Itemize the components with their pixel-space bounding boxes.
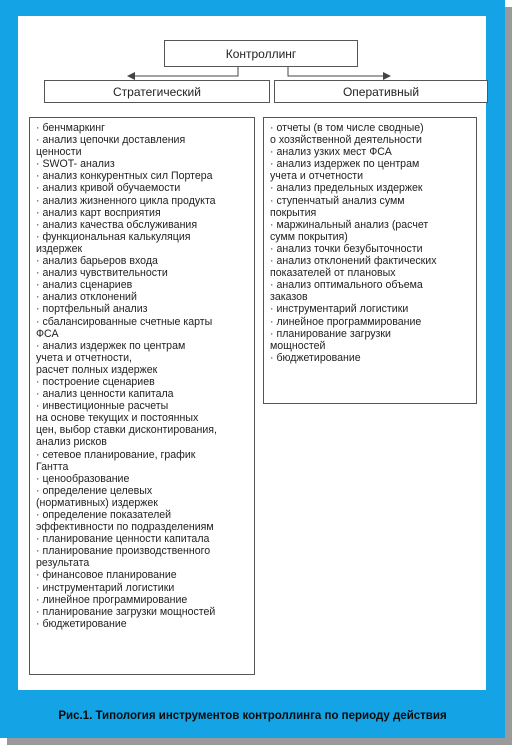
strategic-list-item: · анализ барьеров входа [36, 255, 158, 268]
strategic-list-item: · анализ ценности капитала [36, 388, 174, 401]
operative-list-item: · маржинальный анализ (расчет [270, 218, 429, 231]
operative-list-item: покрытия [270, 206, 317, 219]
operative-list-item: · линейное программирование [270, 315, 422, 328]
strategic-list-item: · функциональная калькуляция [36, 230, 191, 243]
root-label: Контроллинг [225, 46, 297, 61]
strategic-list-item: · анализ конкурентных сил Портера [36, 170, 213, 183]
strategic-list-item: · сбалансированные счетные карты [36, 315, 213, 328]
strategic-list-item: · анализ чувствительности [36, 267, 168, 280]
strategic-list-item: Гантта [36, 460, 69, 473]
strategic-list-item: · определение показателей [36, 509, 172, 521]
strategic-list-item: учета и отчетности, [36, 351, 132, 364]
operative-list-item: мощностей [270, 339, 326, 352]
strategic-list-item: · анализ качества обслуживания [36, 218, 198, 231]
strategic-list-item: · планирование загрузки мощностей [36, 605, 216, 618]
strategic-list-item: · ценообразование [36, 472, 130, 485]
operative-header-box [274, 80, 488, 103]
strategic-list-item: издержек [36, 242, 83, 255]
strategic-header-box [44, 80, 270, 103]
strategic-list-item: · анализ отклонений [36, 291, 137, 304]
strategic-list-item: эффективности по подразделениям [36, 521, 214, 534]
strategic-list-item: · анализ сценариев [36, 279, 133, 292]
strategic-list-item: · анализ издержек по центрам [36, 339, 186, 352]
strategic-list-item: · анализ кривой обучаемости [36, 182, 181, 195]
strategic-list-item: ФСА [36, 327, 59, 340]
controlling-root-box [164, 40, 358, 67]
figure-caption: Рис.1. Типология инструментов контроллинга по периоду действия [58, 710, 447, 722]
strategic-list-item: · финансовое планирование [36, 569, 177, 582]
strategic-list-item: · анализ цепочки доставления [36, 134, 186, 147]
operative-list-item: · анализ оптимального объема [270, 279, 423, 292]
strategic-list-item: · инвестиционные расчеты [36, 400, 169, 413]
strategic-list-item: · планирование производственного [36, 545, 211, 558]
strategic-list-item: ценности [36, 146, 82, 159]
operative-list-item: учета и отчетности [270, 170, 364, 183]
arrow-to-operative [288, 66, 390, 76]
operative-list-item: показателей от плановых [270, 267, 396, 280]
operative-list-item: · анализ узких мест ФСА [270, 146, 392, 159]
strategic-list-item: · портфельный анализ [36, 303, 148, 316]
operative-list-item: о хозяйственной деятельности [270, 134, 422, 147]
strategic-list-item: анализ рисков [36, 436, 107, 449]
strategic-list-item: · определение целевых [36, 484, 153, 497]
operative-list-item: · анализ издержек по центрам [270, 158, 420, 171]
operative-list-item: · отчеты (в том числе сводные) [270, 122, 424, 134]
strategic-list-item: · анализ жизненного цикла продукта [36, 194, 216, 207]
operative-list-item: · анализ точки безубыточности [270, 242, 423, 255]
strategic-label: Стратегический [113, 84, 201, 99]
operative-list-item: · бюджетирование [270, 351, 361, 364]
strategic-list-item: · SWOT- анализ [36, 158, 115, 171]
operative-list-item: заказов [270, 291, 308, 304]
strategic-list-item: расчет полных издержек [36, 363, 158, 376]
operative-tools-list [263, 117, 477, 404]
strategic-list-item: · планирование ценности капитала [36, 533, 210, 546]
operative-label: Оперативный [342, 84, 420, 99]
strategic-list-item: · анализ карт восприятия [36, 206, 161, 219]
operative-list-item: · планирование загрузки [270, 327, 391, 340]
operative-list-item: · анализ отклонений фактических [270, 255, 437, 268]
strategic-list-item: цен, выбор ставки дисконтирования, [36, 424, 217, 437]
strategic-list-item: · сетевое планирование, график [36, 448, 196, 461]
strategic-list-item: (нормативных) издержек [36, 496, 158, 509]
strategic-list-item: · бенчмаркинг [36, 122, 106, 134]
operative-list-item: · ступенчатый анализ сумм [270, 194, 405, 207]
strategic-list-item: · линейное программирование [36, 593, 188, 606]
strategic-list-item: · построение сценариев [36, 375, 155, 388]
operative-list-item: · инструментарий логистики [270, 303, 409, 316]
operative-list-item: сумм покрытия) [270, 230, 348, 243]
strategic-list-item: результата [36, 557, 90, 570]
operative-list-item: · анализ предельных издержек [270, 182, 423, 195]
strategic-list-item: · инструментарий логистики [36, 581, 175, 594]
arrow-to-strategic [128, 66, 238, 76]
strategic-list-item: · бюджетирование [36, 617, 127, 630]
strategic-list-item: на основе текущих и постоянных [36, 412, 199, 425]
strategic-tools-list [29, 117, 255, 675]
